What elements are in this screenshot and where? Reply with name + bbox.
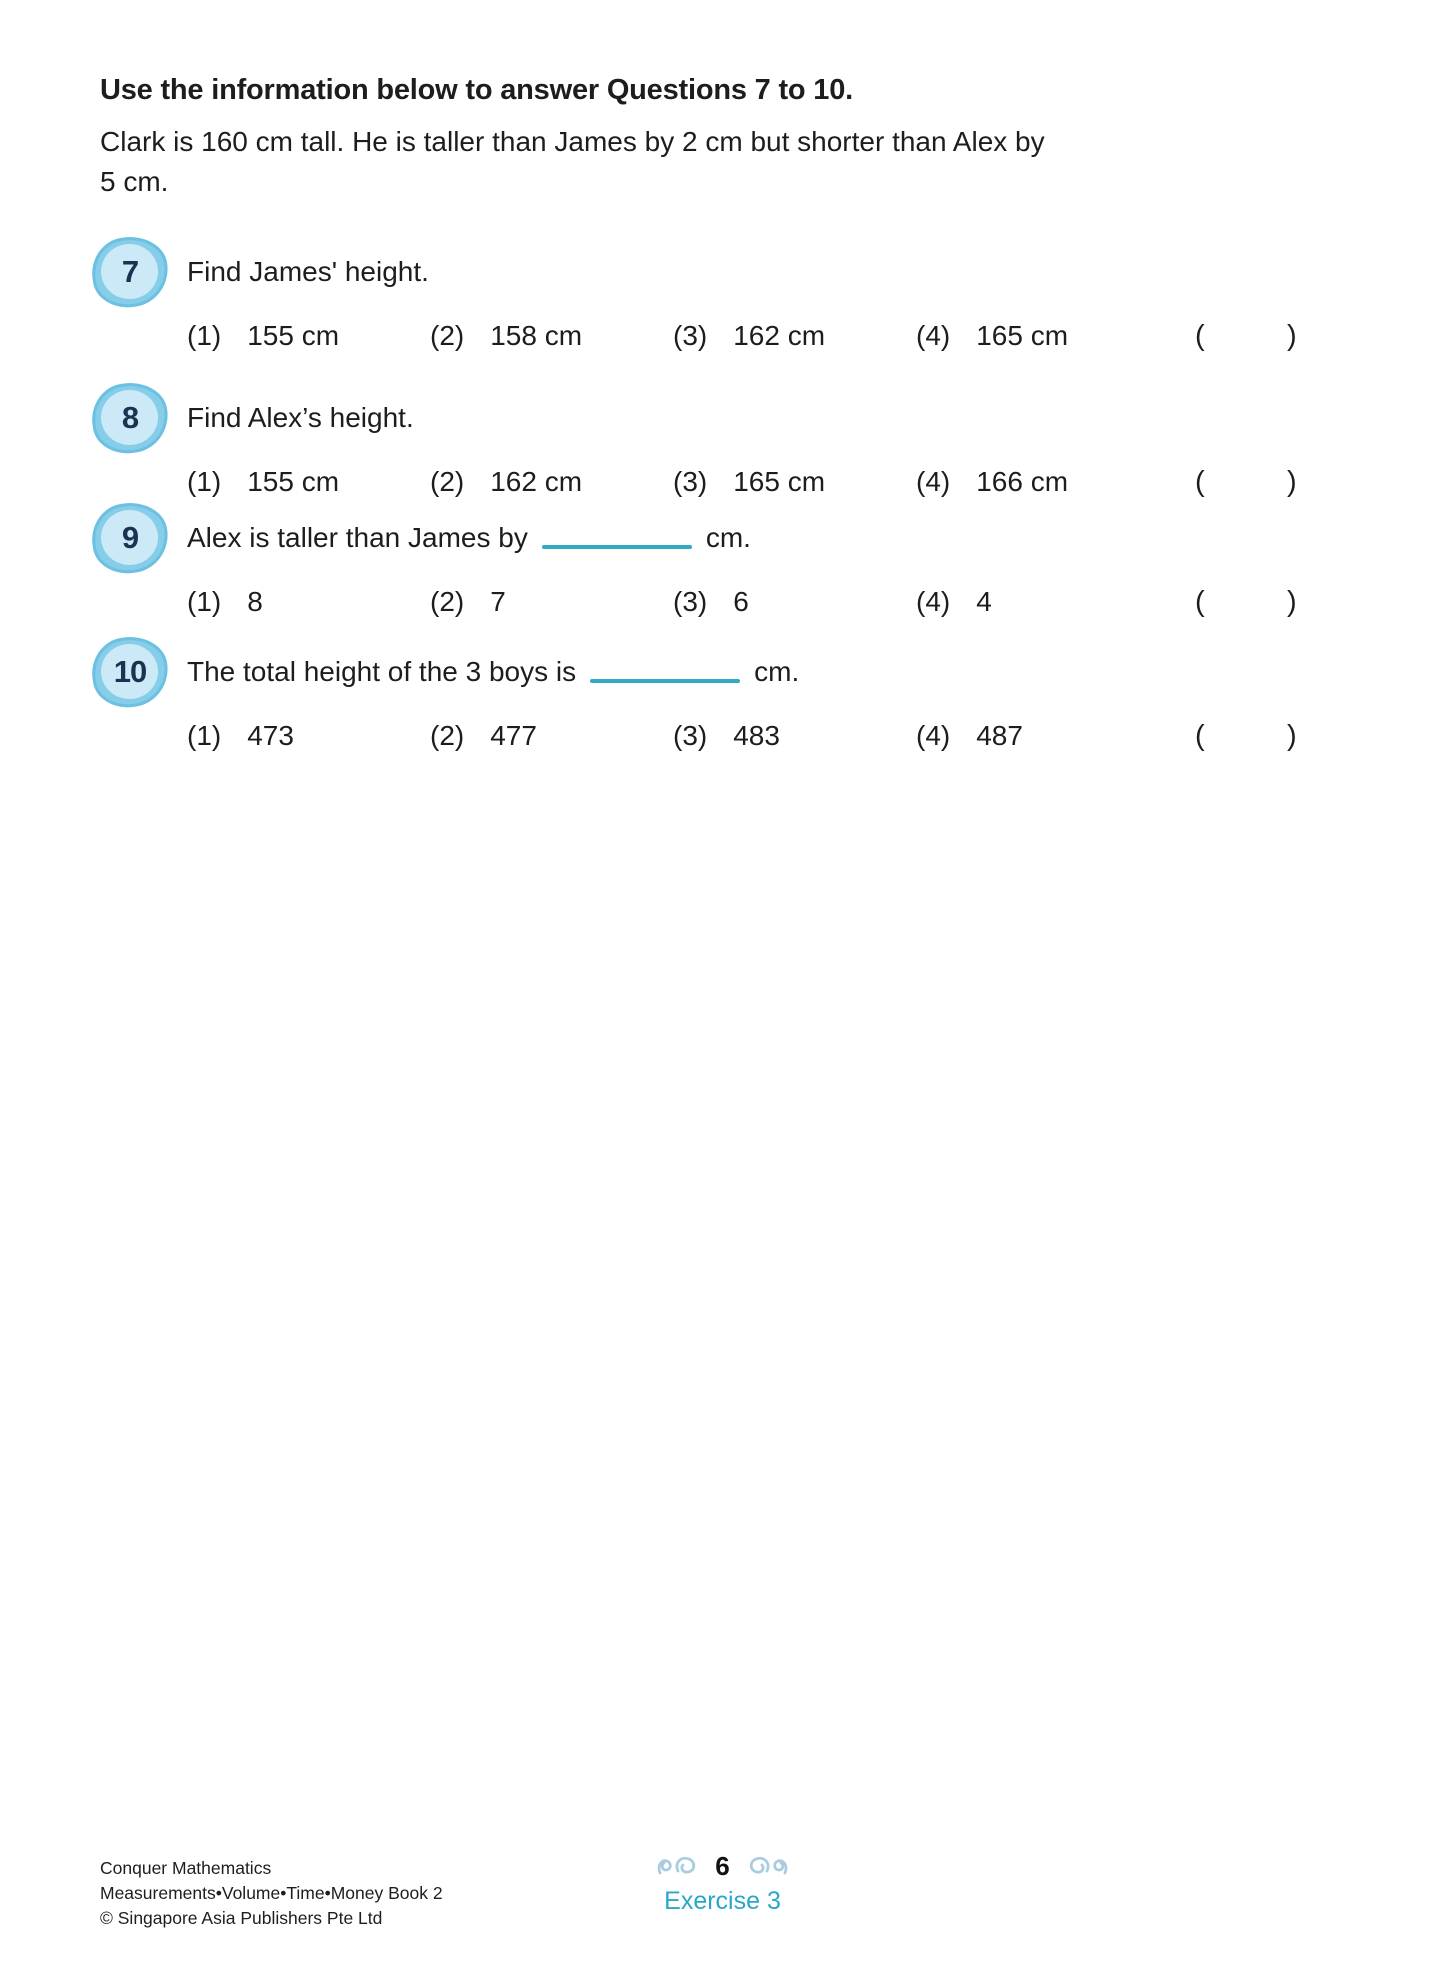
option-number: (3) — [673, 466, 708, 497]
option-number: (1) — [187, 320, 222, 351]
option-number: (2) — [430, 720, 465, 751]
option-4 — [916, 586, 992, 618]
option-value: 165 cm — [733, 466, 826, 497]
question-9-options — [187, 586, 1410, 624]
question-8 — [100, 386, 1410, 504]
option-value: 4 — [976, 586, 992, 617]
page-footer — [0, 1851, 1445, 1916]
passage-line-1: Clark is 160 cm tall. He is taller than James by 2 cm but shorter than Alex by — [100, 126, 1045, 157]
option-number: (3) — [673, 720, 708, 751]
option-2 — [430, 466, 582, 498]
book-title: Conquer Mathematics — [100, 1858, 272, 1878]
question-number: 8 — [121, 400, 139, 435]
question-8-options — [187, 466, 1410, 504]
option-value: 6 — [733, 586, 749, 617]
option-4 — [916, 320, 1068, 352]
question-9 — [100, 506, 1410, 624]
flourish-left-icon — [656, 1855, 702, 1879]
answer-bracket-open: ( — [1195, 466, 1205, 498]
book-subtitle: Measurements•Volume•Time•Money Book 2 — [100, 1883, 443, 1903]
option-number: (3) — [673, 320, 708, 351]
question-10-prompt — [187, 656, 799, 688]
option-number: (2) — [430, 586, 465, 617]
option-value: 7 — [490, 586, 506, 617]
option-number: (2) — [430, 466, 465, 497]
passage-line-2: 5 cm. — [100, 166, 169, 197]
answer-bracket-open: ( — [1195, 586, 1205, 618]
question-9-row — [100, 506, 1410, 570]
copyright: © Singapore Asia Publishers Pte Ltd — [100, 1908, 383, 1928]
question-number: 9 — [121, 520, 139, 555]
question-8-number-badge — [92, 383, 168, 453]
question-9-prompt — [187, 522, 751, 554]
page-number-row — [0, 1851, 1445, 1882]
question-number: 10 — [113, 654, 147, 689]
prompt-prefix: The total height of the 3 boys is — [187, 656, 577, 687]
question-10 — [100, 640, 1410, 758]
option-4 — [916, 466, 1068, 498]
option-3 — [673, 320, 825, 352]
option-value: 158 cm — [490, 320, 583, 351]
page-number: 6 — [715, 1851, 730, 1881]
answer-blank — [590, 679, 740, 683]
option-2 — [430, 586, 506, 618]
prompt-prefix: Alex is taller than James by — [187, 522, 528, 553]
option-value: 477 — [490, 720, 537, 751]
option-number: (4) — [916, 720, 951, 751]
option-number: (3) — [673, 586, 708, 617]
option-number: (4) — [916, 466, 951, 497]
option-number: (1) — [187, 586, 222, 617]
option-value: 162 cm — [490, 466, 583, 497]
option-1 — [187, 586, 263, 618]
question-9-number-badge — [92, 503, 168, 573]
answer-bracket-close: ) — [1287, 466, 1297, 498]
option-number: (1) — [187, 720, 222, 751]
option-value: 155 cm — [247, 466, 340, 497]
question-10-options — [187, 720, 1410, 758]
option-1 — [187, 720, 294, 752]
option-1 — [187, 320, 339, 352]
flourish-right-icon — [743, 1855, 789, 1879]
option-number: (4) — [916, 586, 951, 617]
prompt-suffix: cm. — [705, 522, 751, 553]
question-7 — [100, 240, 1410, 358]
answer-bracket-close: ) — [1287, 720, 1297, 752]
question-8-prompt: Find Alex’s height. — [187, 402, 414, 433]
option-2 — [430, 720, 537, 752]
question-8-row — [100, 386, 1410, 450]
option-3 — [673, 586, 749, 618]
question-7-options — [187, 320, 1410, 358]
passage — [100, 122, 1045, 202]
option-3 — [673, 466, 825, 498]
option-value: 155 cm — [247, 320, 340, 351]
answer-bracket-open: ( — [1195, 320, 1205, 352]
option-value: 483 — [733, 720, 780, 751]
answer-bracket-close: ) — [1287, 586, 1297, 618]
option-value: 165 cm — [976, 320, 1069, 351]
answer-bracket-close: ) — [1287, 320, 1297, 352]
option-value: 8 — [247, 586, 263, 617]
option-number: (2) — [430, 320, 465, 351]
option-2 — [430, 320, 582, 352]
option-4 — [916, 720, 1023, 752]
option-1 — [187, 466, 339, 498]
question-7-number-badge — [92, 237, 168, 307]
question-7-row — [100, 240, 1410, 304]
exercise-label: Exercise 3 — [664, 1887, 781, 1915]
prompt-suffix: cm. — [754, 656, 800, 687]
option-3 — [673, 720, 780, 752]
question-7-prompt: Find James' height. — [187, 256, 429, 287]
question-10-number-badge — [92, 637, 168, 707]
option-value: 487 — [976, 720, 1023, 751]
answer-bracket-open: ( — [1195, 720, 1205, 752]
question-number: 7 — [121, 254, 139, 289]
option-value: 166 cm — [976, 466, 1069, 497]
option-value: 162 cm — [733, 320, 826, 351]
answer-blank — [542, 545, 692, 549]
option-value: 473 — [247, 720, 294, 751]
question-10-row — [100, 640, 1410, 704]
option-number: (1) — [187, 466, 222, 497]
instruction-heading: Use the information below to answer Questions 7 to 10. — [100, 74, 853, 106]
option-number: (4) — [916, 320, 951, 351]
